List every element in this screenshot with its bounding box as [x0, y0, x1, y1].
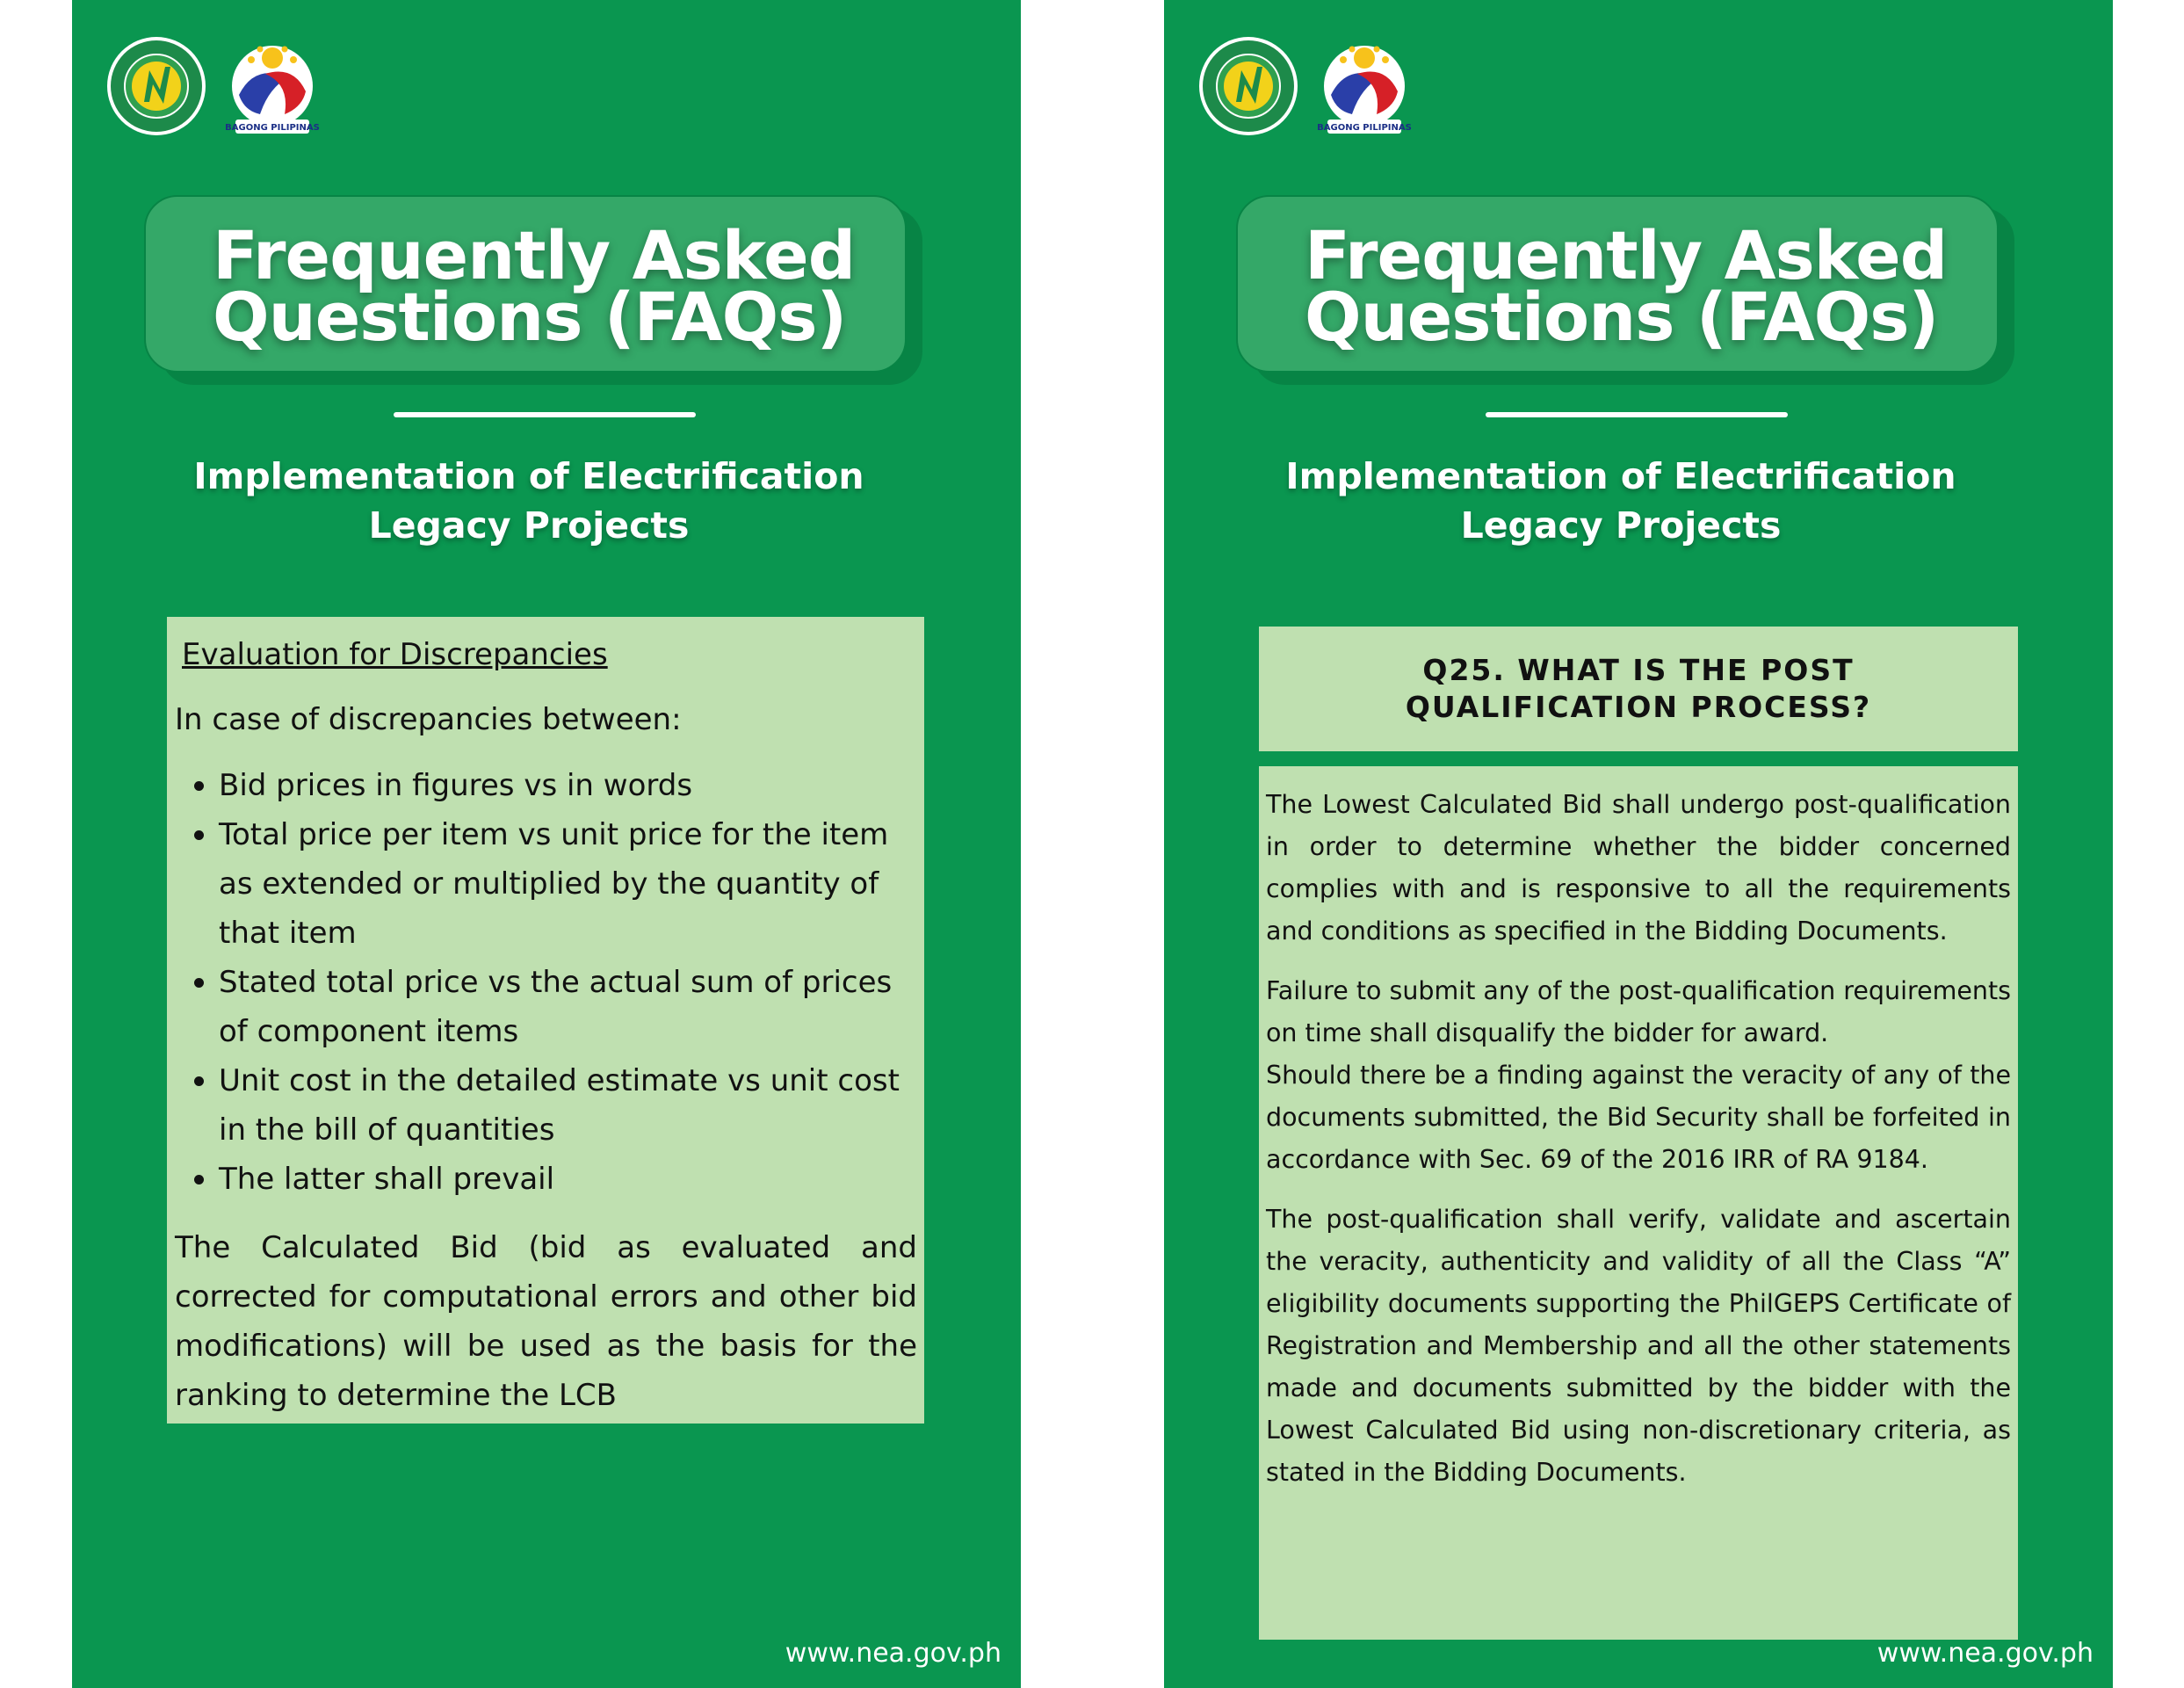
- answer-box: [1259, 766, 2018, 1640]
- bullet-icon: [194, 1076, 204, 1086]
- bullet-icon: [194, 830, 204, 840]
- list-item: The latter shall prevail: [175, 1155, 917, 1204]
- title-divider: [394, 412, 696, 417]
- bagong-pilipinas-logo: [1312, 39, 1417, 142]
- faq-panel-right: [1164, 0, 2113, 1688]
- list-item: Unit cost in the detailed estimate vs unit cost in the bill of quantities: [175, 1056, 917, 1155]
- card-heading: Evaluation for Discrepancies: [182, 637, 608, 672]
- answer-paragraph: The post-qualification shall verify, validate and ascertain the veracity, authenticity and validity of all the Class “A” eligibility documents supporting the PhilGEPS Certificate of Registration and Membership and all the other statements made and documents submitted by the bidder with the Lowest Calculated Bid using non-discretionary criteria, as stated in the Bidding Documents.: [1266, 1205, 2011, 1487]
- logo-group: [1197, 35, 1426, 141]
- page-subtitle: Implementation of Electrification Legacy Projects: [1285, 455, 1956, 547]
- card-intro: In case of discrepancies between:: [175, 702, 682, 737]
- bagong-pilipinas-logo: [220, 39, 325, 142]
- logo-group: [105, 35, 334, 141]
- faq-panel-left: [72, 0, 1021, 1688]
- footer-url[interactable]: www.nea.gov.ph: [1877, 1638, 2094, 1669]
- nea-seal-logo: [1197, 35, 1299, 137]
- discrepancy-card: [167, 617, 924, 1424]
- bullet-icon: [194, 978, 204, 988]
- question-text: Q25. WHAT IS THE POST QUALIFICATION PROCESS?: [1405, 653, 1872, 724]
- discrepancy-list: [175, 761, 917, 1204]
- answer-paragraph: The Lowest Calculated Bid shall undergo post-qualification in order to determine whether the bidder concerned complies with and is responsive to all the requirements and conditions as specified in the Bidding Documents.: [1266, 790, 2011, 945]
- title-divider: [1486, 412, 1788, 417]
- list-item: Total price per item vs unit price for the item as extended or multiplied by the quantity of that item: [175, 810, 917, 958]
- svg-text:BAGONG PILIPINAS: BAGONG PILIPINAS: [1317, 123, 1412, 133]
- answer-paragraph: Should there be a finding against the veracity of any of the documents submitted, the Bid Security shall be forfeited in accordance with Sec. 69 of the 2016 IRR of RA 9184.: [1266, 1061, 2011, 1174]
- footer-url[interactable]: www.nea.gov.ph: [785, 1638, 1002, 1669]
- list-item: Bid prices in figures vs in words: [175, 761, 917, 810]
- svg-text:BAGONG PILIPINAS: BAGONG PILIPINAS: [225, 123, 320, 133]
- answer-paragraph: Failure to submit any of the post-qualification requirements on time shall disqualify the bidder for award.: [1266, 976, 2011, 1047]
- page-subtitle: Implementation of Electrification Legacy Projects: [193, 455, 864, 547]
- question-box: [1259, 627, 2018, 751]
- nea-seal-logo: [105, 35, 207, 137]
- bullet-icon: [194, 1175, 204, 1184]
- bullet-icon: [194, 781, 204, 791]
- card-closing: The Calculated Bid (bid as evaluated and corrected for computational errors and other bid modifications) will be used as the basis for the ranking to determine the LCB: [175, 1230, 917, 1413]
- page-title: Frequently Asked Questions (FAQs): [213, 216, 856, 356]
- page-title: Frequently Asked Questions (FAQs): [1305, 216, 1948, 356]
- list-item: Stated total price vs the actual sum of prices of component items: [175, 958, 917, 1056]
